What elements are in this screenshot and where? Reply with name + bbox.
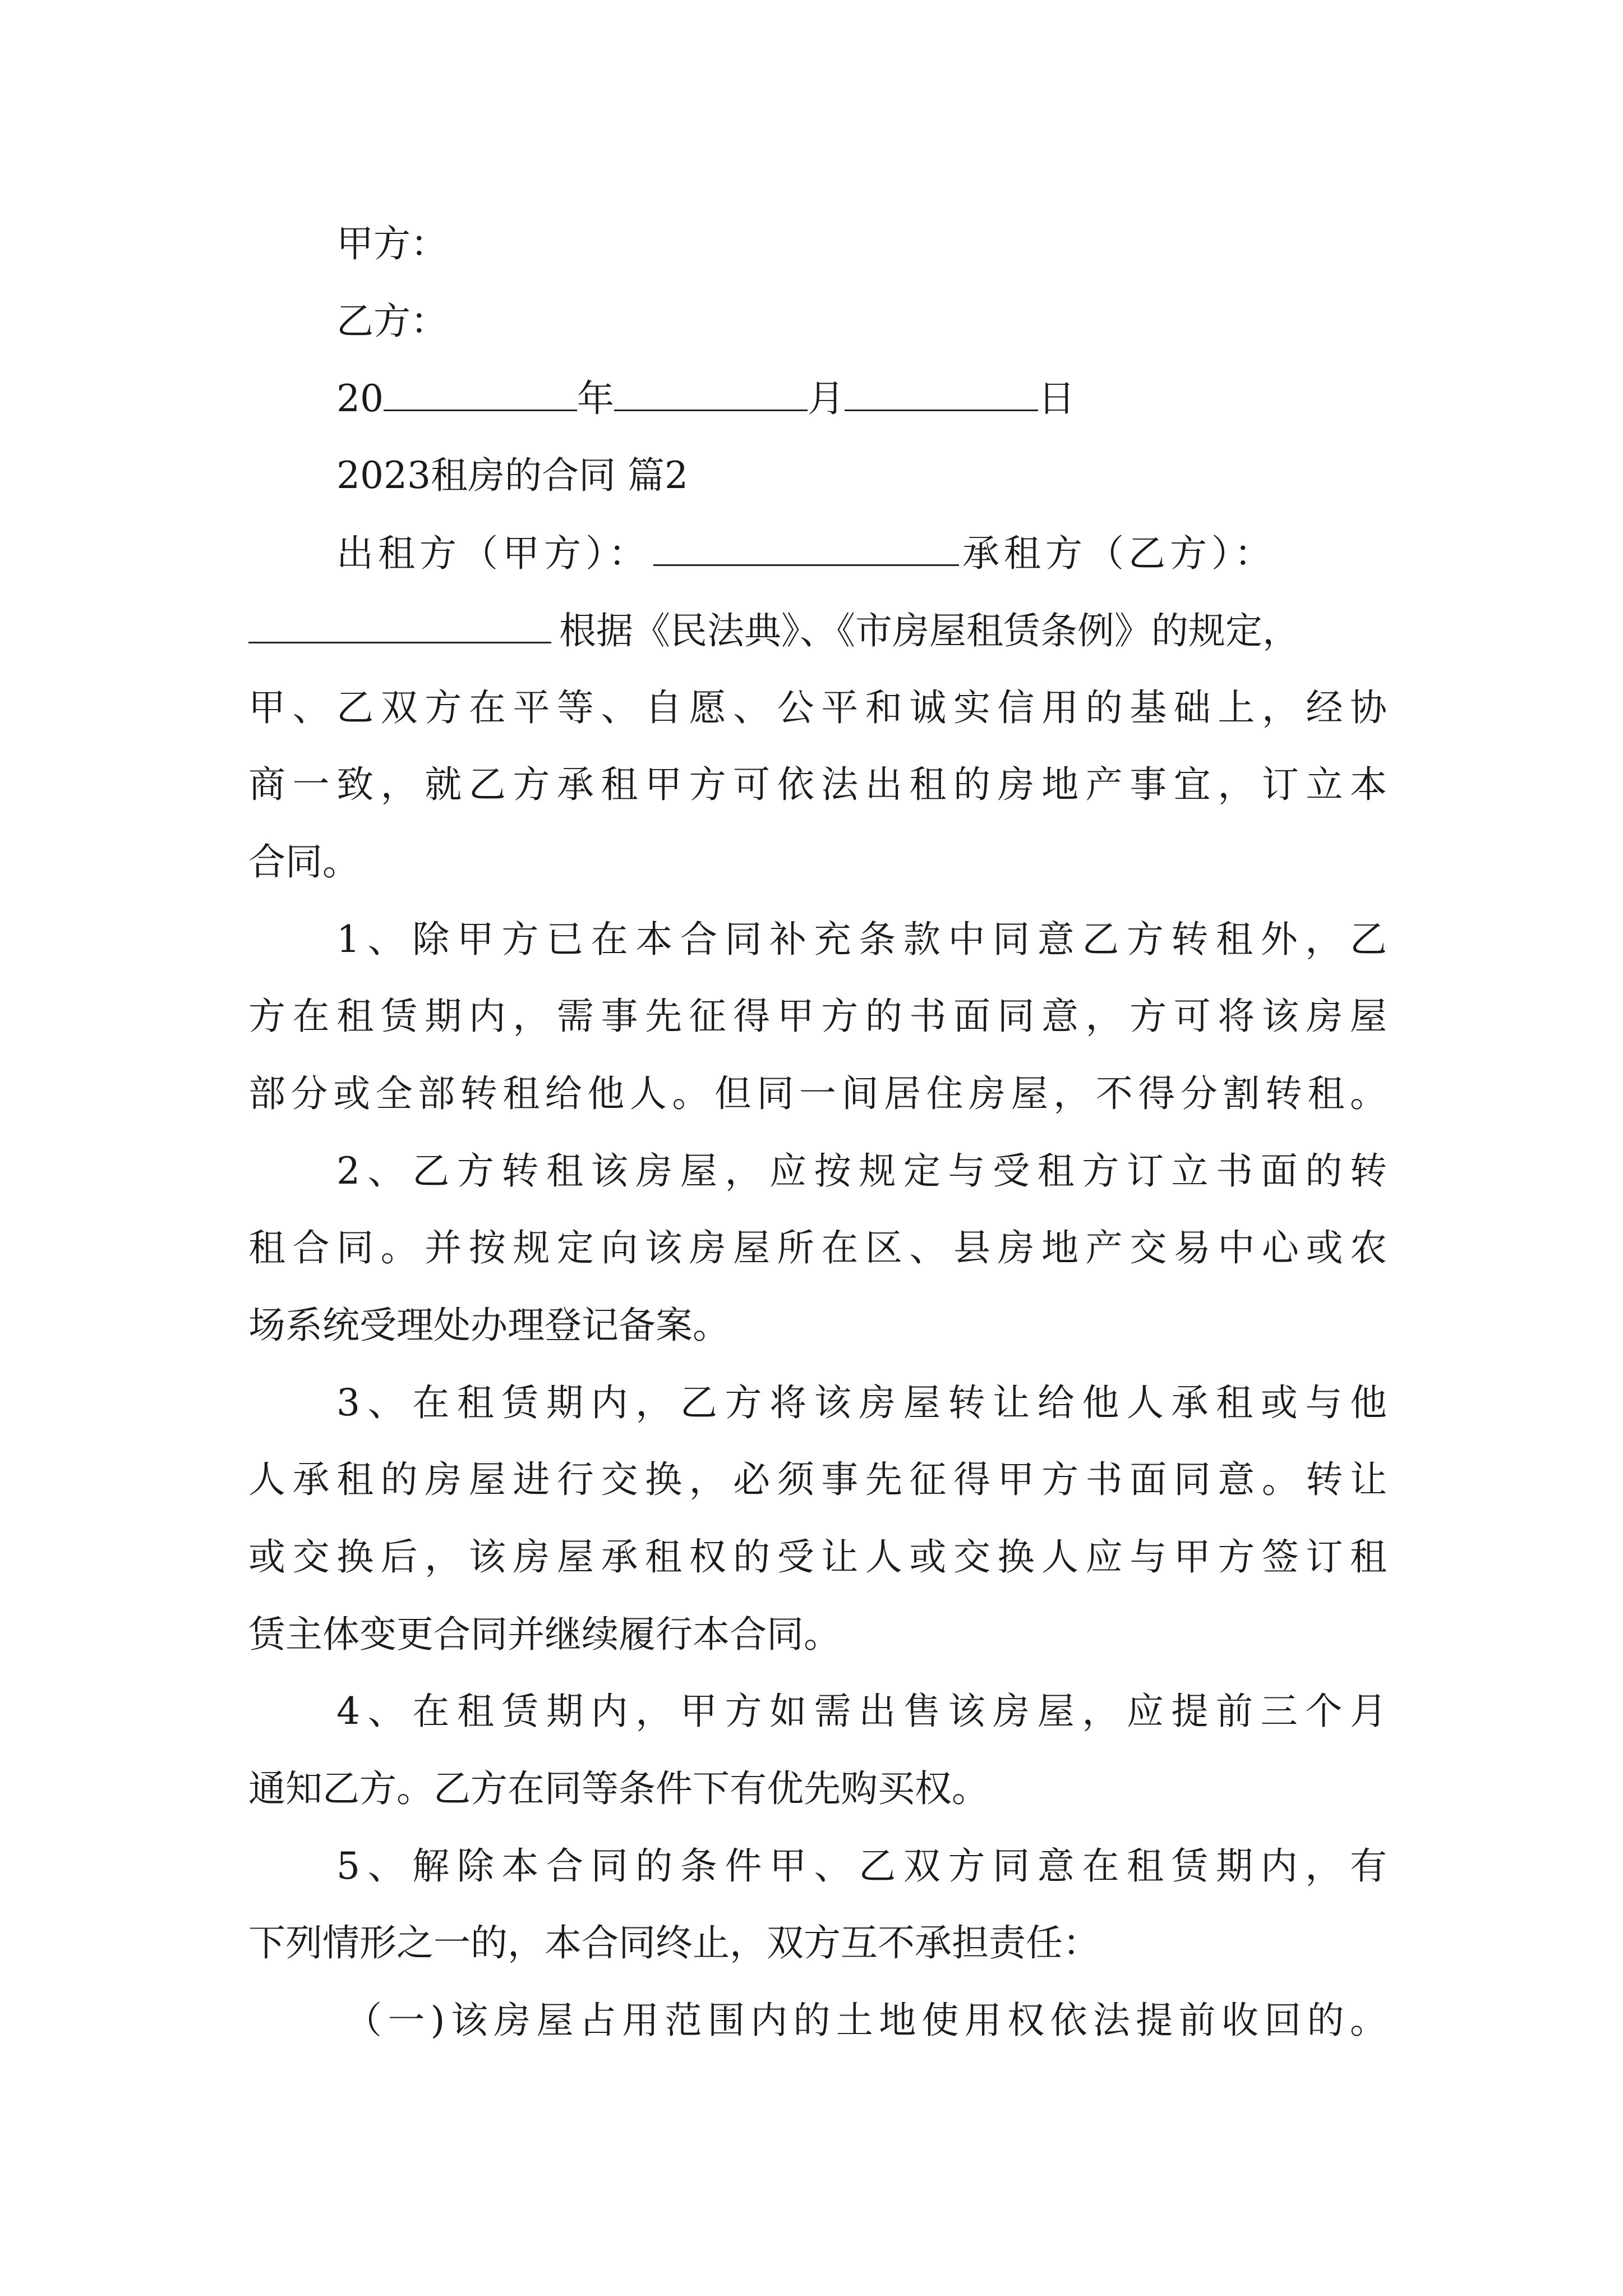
- lessee-label: 承租方（乙方）：: [962, 532, 1276, 575]
- date-day-label: 日: [1038, 377, 1075, 420]
- clause-5-line-2: 下列情形之一的，本合同终止，双方互不承担责任：: [248, 1921, 1100, 1964]
- lessee-blank: [248, 608, 551, 643]
- clause-1-line-3: 部分或全部转租给他人。但同一间居住房屋，不得分割转租。: [248, 1072, 1387, 1115]
- clause-5-line-1: 5、解除本合同的条件甲、乙双方同意在租赁期内，有: [336, 1844, 1387, 1888]
- intro-line-2: 甲、乙双方在平等、自愿、公平和诚实信用的基础上，经协: [248, 686, 1387, 729]
- clause-3-line-1: 3、在租赁期内，乙方将该房屋转让给他人承租或与他: [336, 1381, 1387, 1424]
- clause-1-line-1: 1、除甲方已在本合同补充条款中同意乙方转租外，乙: [336, 918, 1387, 961]
- lessor-label: 出租方（甲方）：: [336, 532, 650, 575]
- clause-1-line-2: 方在租赁期内，需事先征得甲方的书面同意，方可将该房屋: [248, 995, 1387, 1038]
- clause-3-line-2: 人承租的房屋进行交换，必须事先征得甲方书面同意。转让: [248, 1458, 1387, 1501]
- date-prefix: 20: [336, 377, 384, 420]
- clause-2-line-3: 场系统受理处办理登记备案。: [248, 1304, 730, 1347]
- intro-line-1-text: 根据《民法典》、《市房屋租赁条例》的规定，: [559, 609, 1299, 652]
- party-a-label: 甲方：: [336, 222, 448, 265]
- date-year-label: 年: [577, 377, 614, 420]
- intro-line-3: 商一致，就乙方承租甲方可依法出租的房地产事宜，订立本: [248, 763, 1387, 806]
- clause-4-line-1: 4、在租赁期内，甲方如需出售该房屋，应提前三个月: [336, 1690, 1387, 1733]
- sub-item-1: （一)该房屋占用范围内的土地使用权依法提前收回的。: [345, 1999, 1387, 2042]
- clause-3-line-4: 赁主体变更合同并继续履行本合同。: [248, 1613, 841, 1656]
- date-month-label: 月: [807, 377, 845, 420]
- lessor-blank: [653, 531, 959, 566]
- signature-date: [336, 376, 1387, 421]
- party-b-label: 乙方：: [336, 300, 448, 343]
- clause-3-line-3: 或交换后，该房屋承租权的受让人或交换人应与甲方签订租: [248, 1535, 1387, 1579]
- date-day-blank: [845, 376, 1038, 411]
- intro-line-1: [248, 608, 1387, 654]
- clause-2-line-2: 租合同。并按规定向该房屋所在区、县房地产交易中心或农: [248, 1226, 1387, 1269]
- date-year-blank: [384, 376, 577, 411]
- date-month-blank: [614, 376, 808, 411]
- clause-2-line-1: 2、乙方转租该房屋，应按规定与受租方订立书面的转: [336, 1149, 1387, 1193]
- parties-line: [336, 531, 1385, 576]
- intro-line-4: 合同。: [248, 840, 359, 884]
- clause-4-line-2: 通知乙方。乙方在同等条件下有优先购买权。: [248, 1767, 989, 1810]
- section-title: 2023租房的合同 篇2: [336, 454, 688, 497]
